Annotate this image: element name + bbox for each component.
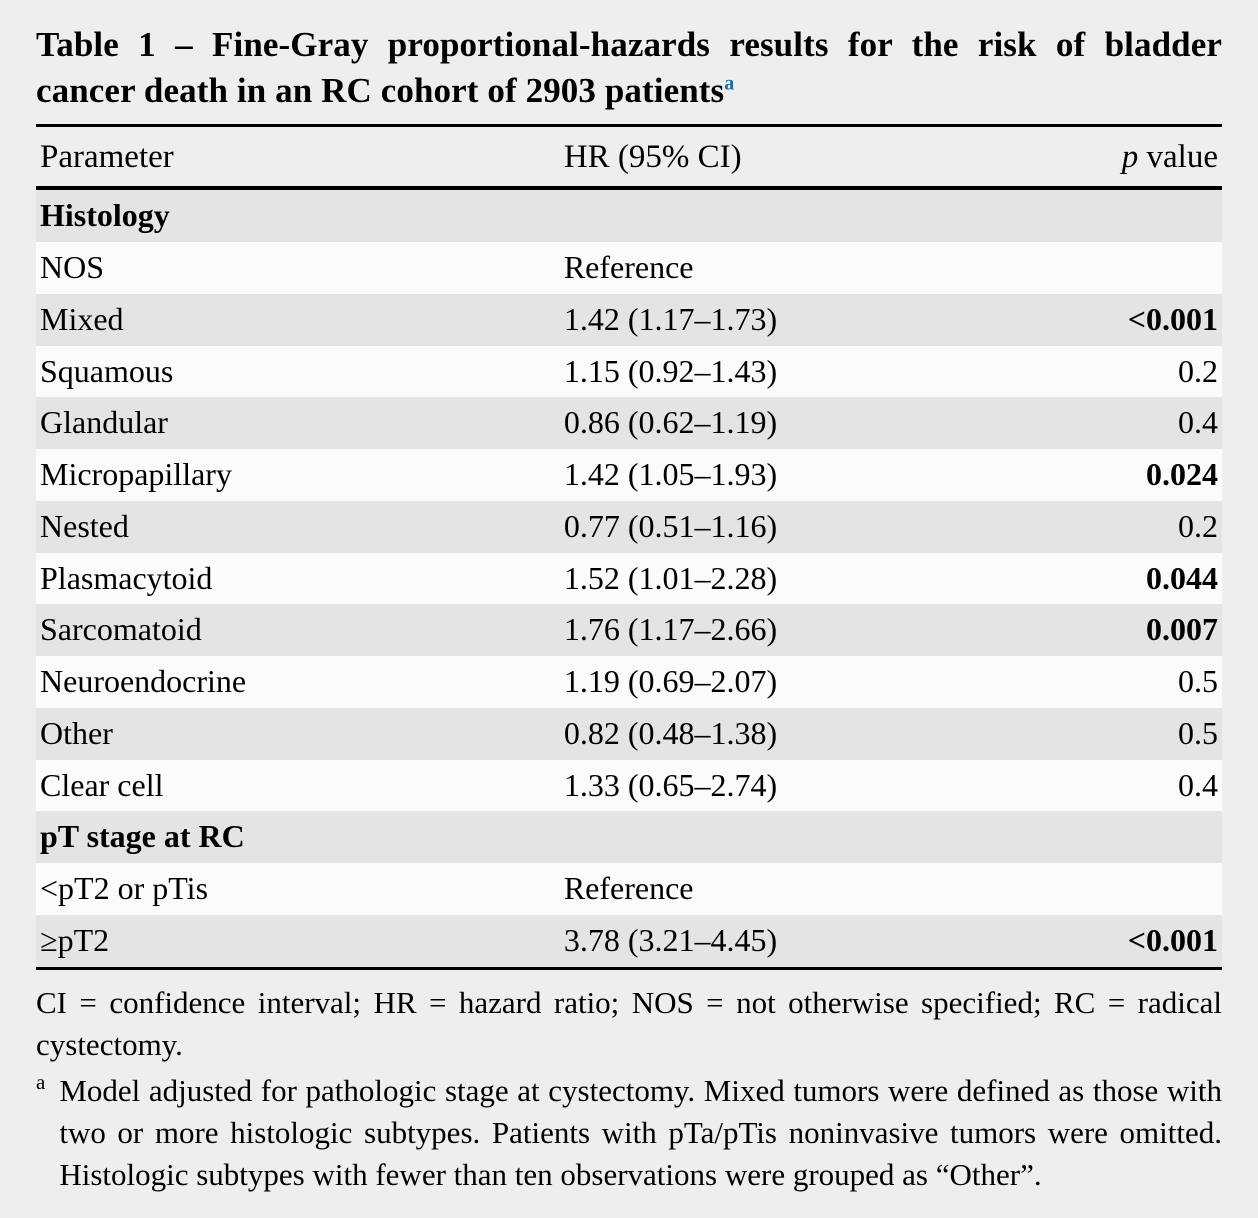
table-row <box>36 501 1222 553</box>
row-pvalue: 0.044 <box>961 553 1222 605</box>
group-label: pT stage at RC <box>36 811 558 863</box>
footnote-item <box>36 1070 1222 1196</box>
row-parameter: ≥pT2 <box>36 915 558 968</box>
column-header-pvalue <box>961 126 1222 189</box>
row-parameter: Glandular <box>36 397 558 449</box>
table-caption-text: Table 1 – Fine-Gray proportional-hazards results for the risk of bladder cancer death in an RC cohort of 2903 patients <box>36 25 1222 111</box>
table-group-row <box>36 811 1222 863</box>
row-hr: Reference <box>558 863 961 915</box>
table-row <box>36 760 1222 812</box>
pvalue-label-rest: value <box>1138 139 1218 176</box>
row-hr: 0.77 (0.51–1.16) <box>558 501 961 553</box>
row-parameter: Other <box>36 708 558 760</box>
row-hr: 1.33 (0.65–2.74) <box>558 760 961 812</box>
table-row <box>36 242 1222 294</box>
table-row <box>36 656 1222 708</box>
row-hr: 1.42 (1.05–1.93) <box>558 449 961 501</box>
table-footnotes <box>36 970 1222 1197</box>
pvalue-italic-p: p <box>1121 139 1139 176</box>
row-parameter: <pT2 or pTis <box>36 863 558 915</box>
row-pvalue <box>961 242 1222 294</box>
table-row <box>36 553 1222 605</box>
row-pvalue: 0.007 <box>961 604 1222 656</box>
caption-footnote-marker: a <box>724 72 735 95</box>
row-pvalue: 0.2 <box>961 501 1222 553</box>
table-row <box>36 604 1222 656</box>
group-pvalue <box>961 188 1222 242</box>
table-header-row <box>36 126 1222 189</box>
table-head <box>36 126 1222 189</box>
row-hr: 1.15 (0.92–1.43) <box>558 346 961 398</box>
row-pvalue: <0.001 <box>961 294 1222 346</box>
row-hr: 0.86 (0.62–1.19) <box>558 397 961 449</box>
footnote-marker: a <box>36 1069 46 1094</box>
footnote-abbreviations: CI = confidence interval; HR = hazard ratio; NOS = not otherwise specified; RC = radical cystectomy. <box>36 984 1222 1062</box>
row-parameter: Squamous <box>36 346 558 398</box>
row-parameter: Nested <box>36 501 558 553</box>
row-parameter: Clear cell <box>36 760 558 812</box>
row-hr: 0.82 (0.48–1.38) <box>558 708 961 760</box>
column-header-hr: HR (95% CI) <box>558 126 961 189</box>
row-pvalue: 0.024 <box>961 449 1222 501</box>
table-row <box>36 397 1222 449</box>
table-row <box>36 294 1222 346</box>
row-parameter: Neuroendocrine <box>36 656 558 708</box>
row-pvalue <box>961 863 1222 915</box>
table-row <box>36 863 1222 915</box>
group-pvalue <box>961 811 1222 863</box>
row-hr: 1.76 (1.17–2.66) <box>558 604 961 656</box>
table-row <box>36 915 1222 968</box>
group-hr <box>558 811 961 863</box>
row-hr: Reference <box>558 242 961 294</box>
group-hr <box>558 188 961 242</box>
row-parameter: Plasmacytoid <box>36 553 558 605</box>
row-hr: 1.52 (1.01–2.28) <box>558 553 961 605</box>
table-row <box>36 449 1222 501</box>
row-hr: 1.42 (1.17–1.73) <box>558 294 961 346</box>
table-row <box>36 708 1222 760</box>
row-pvalue: 0.5 <box>961 656 1222 708</box>
row-pvalue: 0.4 <box>961 397 1222 449</box>
footnote-text: Model adjusted for pathologic stage at cystectomy. Mixed tumors were defined as those with two or more histologic subtypes. Patients with pTa/pTis noninvasive tumors were omitted. Histologic subtypes with fewer than ten observations were grouped as “Other”. <box>59 1072 1222 1193</box>
results-table <box>36 124 1222 969</box>
row-hr: 1.19 (0.69–2.07) <box>558 656 961 708</box>
row-pvalue: 0.4 <box>961 760 1222 812</box>
group-label: Histology <box>36 188 558 242</box>
row-parameter: Mixed <box>36 294 558 346</box>
row-hr: 3.78 (3.21–4.45) <box>558 915 961 968</box>
column-header-parameter: Parameter <box>36 126 558 189</box>
row-parameter: NOS <box>36 242 558 294</box>
table-caption <box>36 0 1222 124</box>
row-pvalue: 0.2 <box>961 346 1222 398</box>
table-body <box>36 188 1222 968</box>
row-parameter: Sarcomatoid <box>36 604 558 656</box>
row-parameter: Micropapillary <box>36 449 558 501</box>
row-pvalue: <0.001 <box>961 915 1222 968</box>
row-pvalue: 0.5 <box>961 708 1222 760</box>
table-group-row <box>36 188 1222 242</box>
table-row <box>36 346 1222 398</box>
